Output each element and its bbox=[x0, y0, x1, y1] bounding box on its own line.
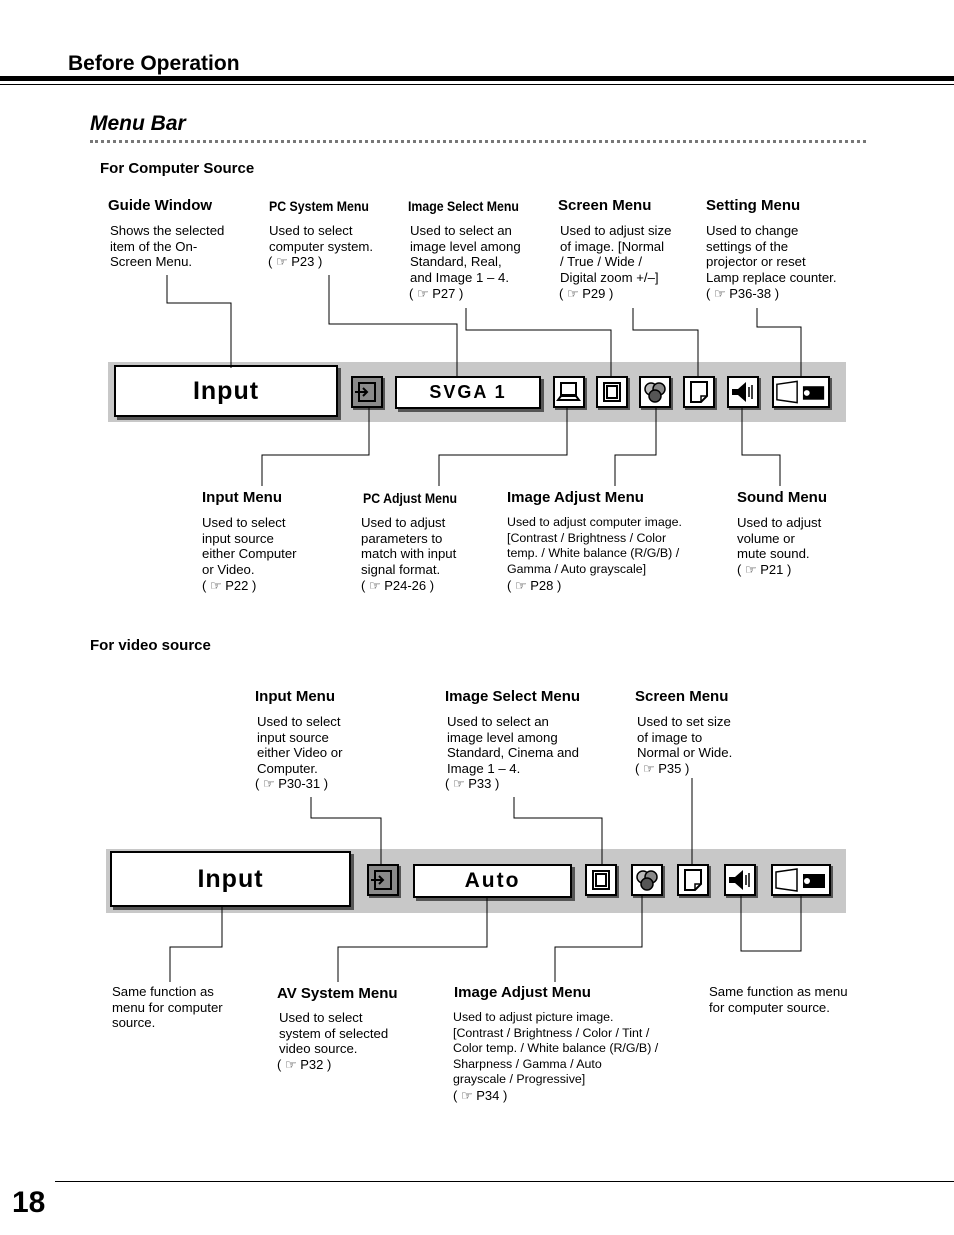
section-header: Before Operation bbox=[68, 52, 240, 75]
av-system-menu-label: AV System Menu bbox=[277, 985, 398, 1002]
input-menu-ref: ( ☞ P22 ) bbox=[202, 578, 257, 593]
setting-menu-ref: ( ☞ P36-38 ) bbox=[706, 286, 780, 301]
screen-menu-desc: Used to adjust size of image. [Normal / True / Wide / Digital zoom +/–] bbox=[560, 223, 672, 285]
video-image-select-label: Image Select Menu bbox=[445, 688, 581, 705]
pc-system-menu-label: PC System Menu bbox=[269, 198, 369, 214]
image-select-menu-label: Image Select Menu bbox=[408, 198, 519, 214]
video-color-circles-icon[interactable] bbox=[631, 864, 663, 896]
setting-menu-desc: Used to change settings of the projector or reset Lamp replace counter. bbox=[706, 223, 837, 285]
video-image-select-ref: ( ☞ P33 ) bbox=[445, 776, 500, 791]
screen-menu-label: Screen Menu bbox=[558, 197, 652, 214]
footer-rule bbox=[55, 1181, 954, 1182]
image-adjust-menu-ref: ( ☞ P28 ) bbox=[507, 578, 562, 593]
video-speaker-icon[interactable] bbox=[724, 864, 756, 896]
pc-system-menu-ref: ( ☞ P23 ) bbox=[268, 254, 323, 269]
image-select-menu-ref: ( ☞ P27 ) bbox=[409, 286, 464, 301]
sound-menu-label: Sound Menu bbox=[737, 489, 827, 506]
pc-system-menu-desc: Used to select computer system. bbox=[269, 223, 374, 254]
video-image-adjust-label: Image Adjust Menu bbox=[454, 984, 591, 1001]
video-input-icon[interactable] bbox=[367, 864, 399, 896]
pc-system-box[interactable] bbox=[395, 376, 541, 409]
guide-window-box bbox=[114, 365, 338, 417]
screen-menu-ref: ( ☞ P29 ) bbox=[559, 286, 614, 301]
video-same-function-desc: Same function as menu for computer source. bbox=[709, 984, 848, 1015]
header-rule bbox=[0, 76, 954, 81]
image-select-menu-desc: Used to select an image level among Standard, Real, and Image 1 – 4. bbox=[410, 223, 521, 285]
video-input-menu-desc: Used to select input source either Video or Computer. bbox=[257, 714, 343, 776]
av-system-box[interactable] bbox=[413, 864, 572, 898]
pc-adjust-menu-label: PC Adjust Menu bbox=[363, 490, 457, 506]
speaker-icon[interactable] bbox=[727, 376, 759, 408]
video-input-menu-ref: ( ☞ P30-31 ) bbox=[255, 776, 329, 791]
av-system-text: Auto bbox=[464, 869, 521, 892]
dotted-divider bbox=[90, 140, 866, 143]
page-number: 18 bbox=[12, 1186, 46, 1219]
video-square-frame-icon[interactable] bbox=[585, 864, 617, 896]
sound-menu-ref: ( ☞ P21 ) bbox=[737, 562, 792, 577]
video-guide-window-text: Input bbox=[197, 864, 264, 893]
image-adjust-menu-desc: Used to adjust computer image. [Contrast / Brightness / Color temp. / White balance (R/G/B) / Gamma / Auto grayscale] bbox=[507, 515, 682, 576]
video-screen-menu-desc: Used to set size of image to Normal or Wide. bbox=[637, 714, 733, 761]
pc-adjust-menu-ref: ( ☞ P24-26 ) bbox=[361, 578, 435, 593]
projector-icon[interactable] bbox=[772, 376, 830, 408]
input-menu-desc: Used to select input source either Computer or Video. bbox=[202, 515, 297, 577]
av-system-menu-desc: Used to select system of selected video source. bbox=[279, 1010, 389, 1057]
video-screen-menu-label: Screen Menu bbox=[635, 688, 729, 705]
video-screen-menu-ref: ( ☞ P35 ) bbox=[635, 761, 690, 776]
color-circles-icon[interactable] bbox=[639, 376, 671, 408]
video-image-adjust-desc: Used to adjust picture image. [Contrast / Brightness / Color / Tint / Color temp. / White balance (R/G/B) / Sharpness / Gamma / Auto grayscale / Progressive] bbox=[453, 1010, 659, 1087]
image-adjust-menu-label: Image Adjust Menu bbox=[507, 489, 644, 506]
guide-window-desc: Shows the selected item of the On- Screen Menu. bbox=[110, 223, 225, 270]
sound-menu-desc: Used to adjust volume or mute sound. bbox=[737, 515, 822, 562]
monitor-icon[interactable] bbox=[553, 376, 585, 408]
guide-window-text: Input bbox=[192, 376, 260, 405]
pc-adjust-menu-desc: Used to adjust parameters to match with input signal format. bbox=[361, 515, 457, 577]
video-image-select-desc: Used to select an image level among Standard, Cinema and Image 1 – 4. bbox=[447, 714, 579, 776]
page-icon[interactable] bbox=[683, 376, 715, 408]
video-subtitle: For video source bbox=[90, 637, 211, 654]
setting-menu-label: Setting Menu bbox=[706, 197, 801, 214]
video-input-menu-label: Input Menu bbox=[255, 688, 335, 705]
input-menu-icon[interactable] bbox=[351, 376, 383, 408]
page-title: Menu Bar bbox=[90, 112, 186, 135]
video-guide-window-box bbox=[110, 851, 351, 907]
av-system-menu-ref: ( ☞ P32 ) bbox=[277, 1057, 332, 1072]
computer-subtitle: For Computer Source bbox=[100, 160, 255, 177]
guide-window-label: Guide Window bbox=[108, 197, 213, 214]
pc-system-text: SVGA 1 bbox=[429, 382, 507, 402]
video-guide-window-desc: Same function as menu for computer source. bbox=[112, 984, 223, 1031]
video-image-adjust-ref: ( ☞ P34 ) bbox=[453, 1088, 508, 1103]
input-menu-label: Input Menu bbox=[202, 489, 282, 506]
square-frame-icon[interactable] bbox=[596, 376, 628, 408]
video-page-icon[interactable] bbox=[677, 864, 709, 896]
header-rule-thin bbox=[0, 84, 954, 85]
video-projector-icon[interactable] bbox=[771, 864, 831, 896]
